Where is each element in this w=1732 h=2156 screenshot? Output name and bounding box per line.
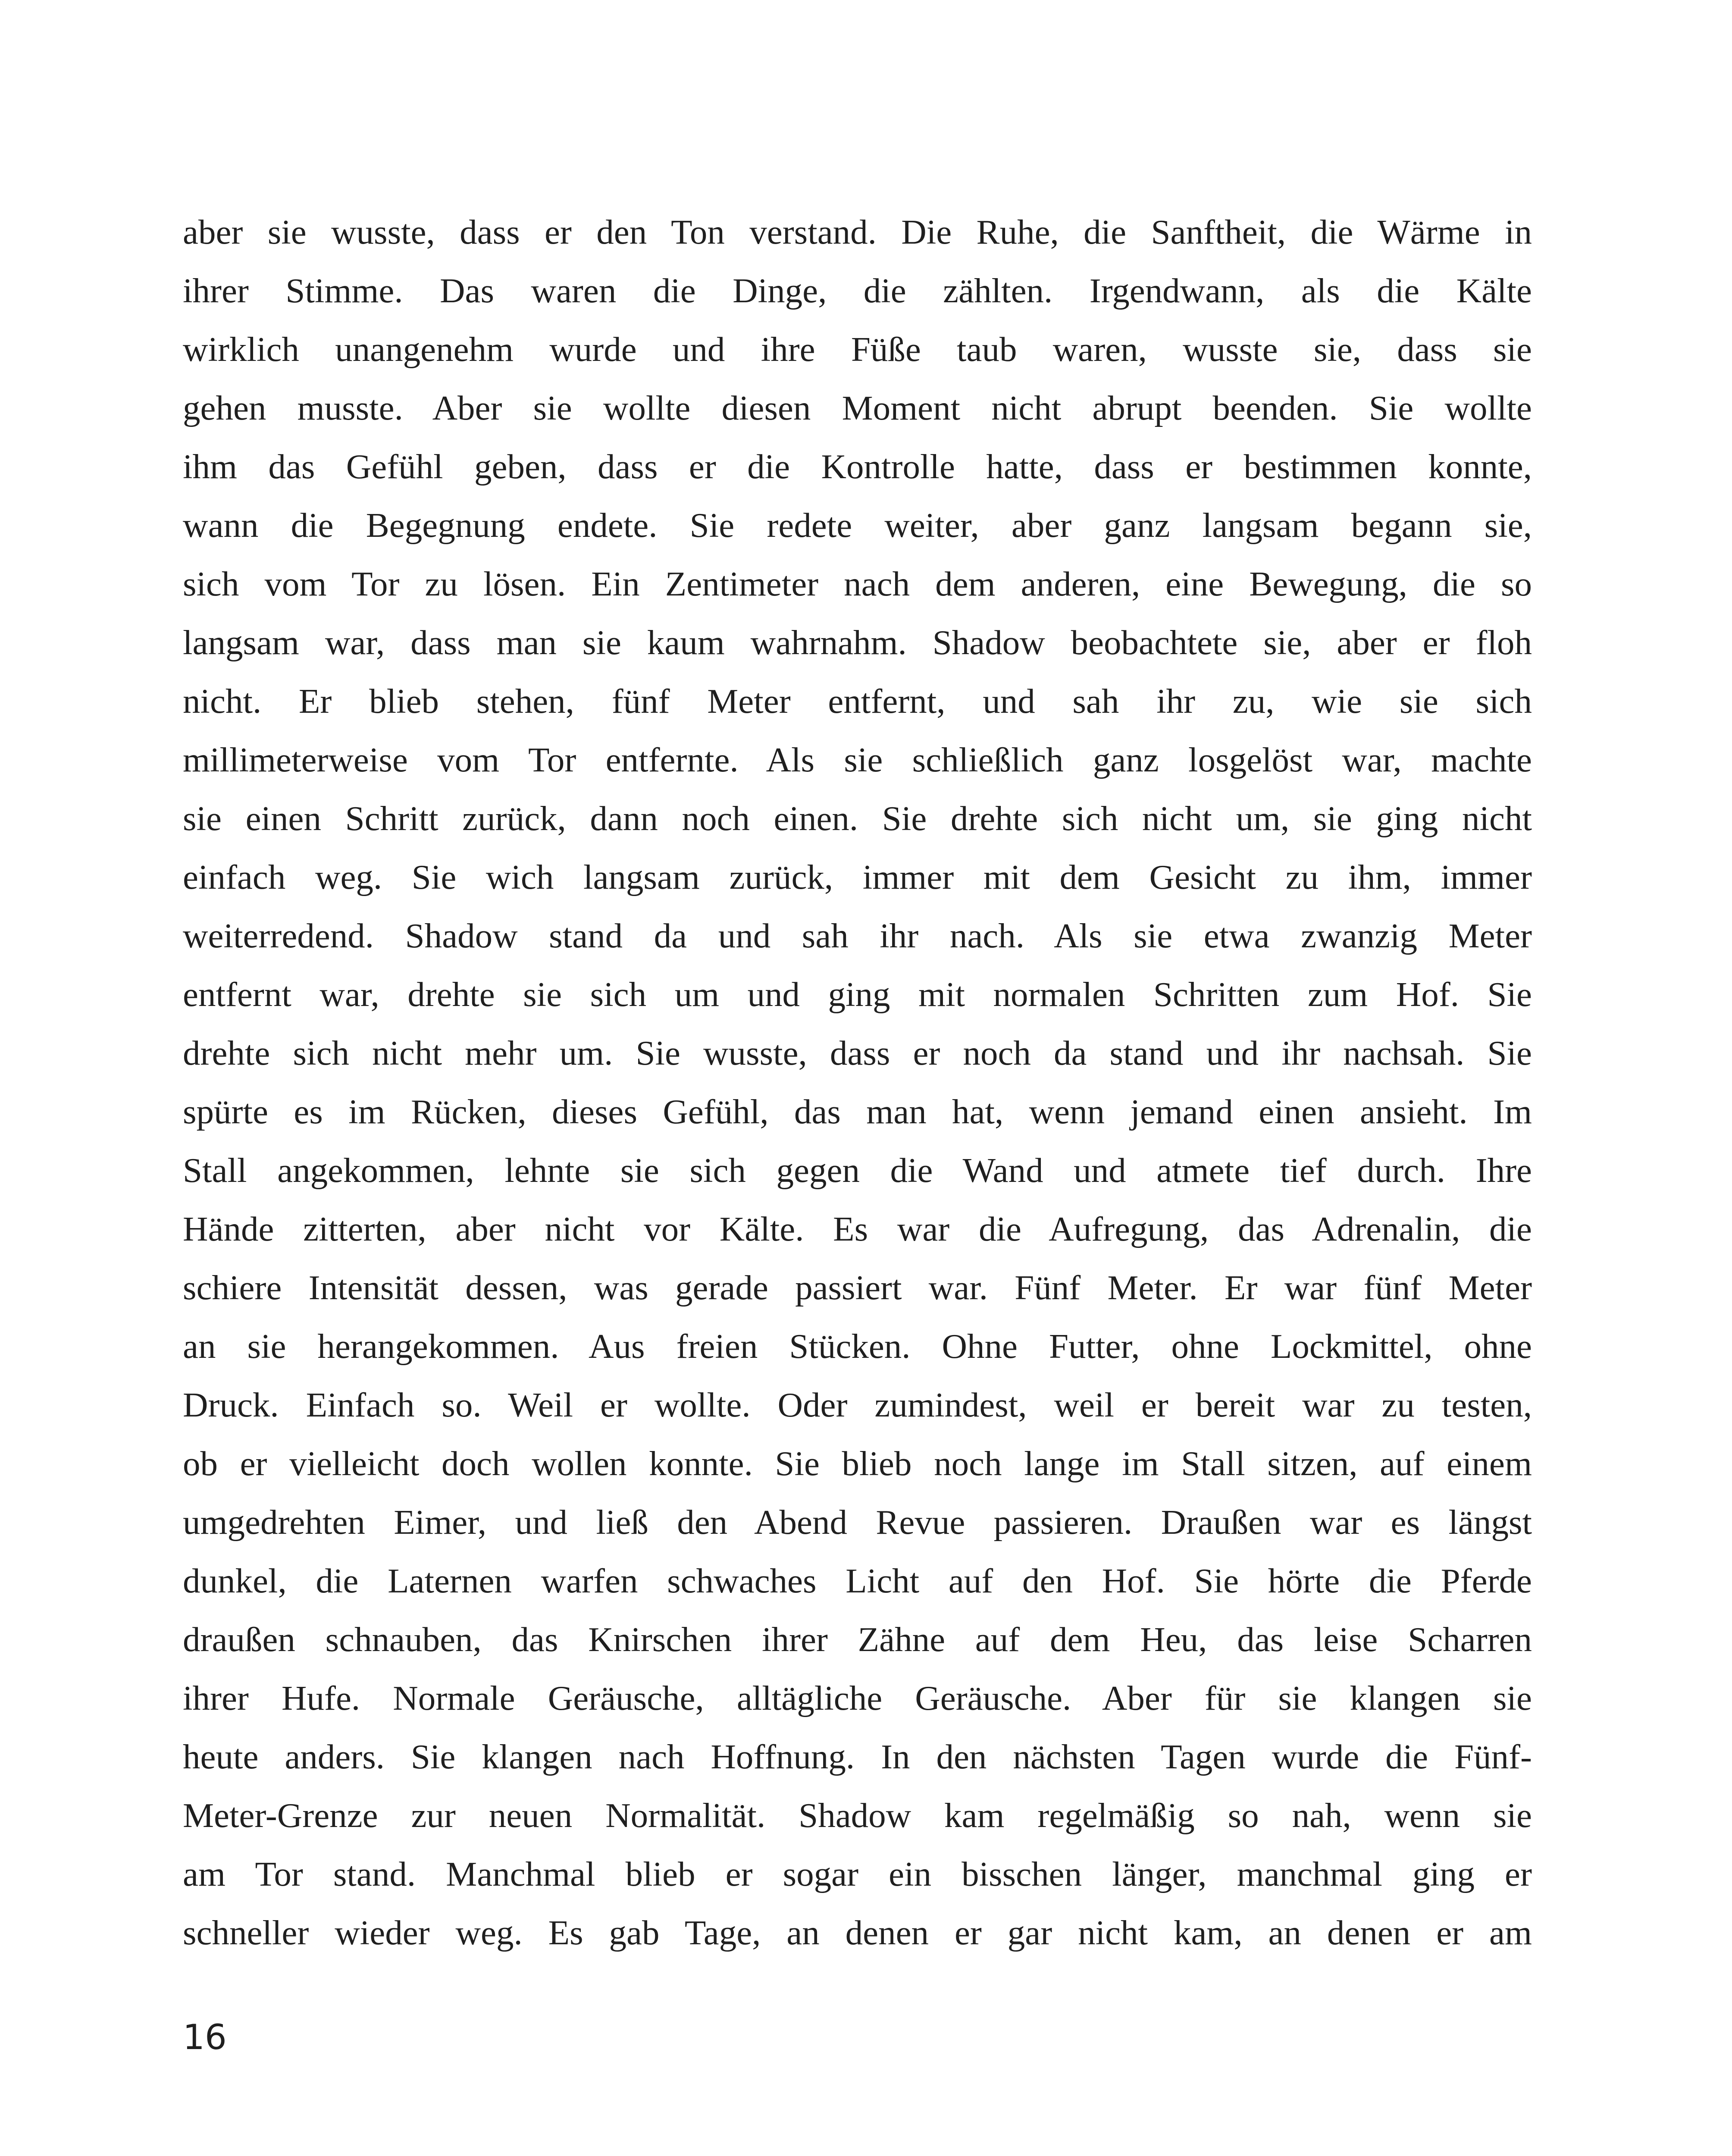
text-line: wirklich unangenehm wurde und ihre Füße taub waren, wusste sie, dass sie xyxy=(183,330,1532,369)
text-line: weiterredend. Shadow stand da und sah ihr nach. Als sie etwa zwanzig Meter xyxy=(183,916,1532,955)
text-line: ihm das Gefühl geben, dass er die Kontrolle hatte, dass er bestimmen konnte, xyxy=(183,447,1532,486)
text-line: drehte sich nicht mehr um. Sie wusste, dass er noch da stand und ihr nachsah. Sie xyxy=(183,1034,1532,1072)
text-line: ihrer Stimme. Das waren die Dinge, die zählten. Irgendwann, als die Kälte xyxy=(183,271,1532,310)
text-line: heute anders. Sie klangen nach Hoffnung. In den nächsten Tagen wurde die Fünf- xyxy=(183,1737,1532,1776)
text-line: draußen schnauben, das Knirschen ihrer Zähne auf dem Heu, das leise Scharren xyxy=(183,1620,1532,1659)
text-line: ob er vielleicht doch wollen konnte. Sie blieb noch lange im Stall sitzen, auf einem xyxy=(183,1444,1532,1483)
body-text xyxy=(183,203,1532,1962)
text-line: sich vom Tor zu lösen. Ein Zentimeter nach dem anderen, eine Bewegung, die so xyxy=(183,564,1532,603)
text-line: Stall angekommen, lehnte sie sich gegen die Wand und atmete tief durch. Ihre xyxy=(183,1151,1532,1190)
text-line: nicht. Er blieb stehen, fünf Meter entfernt, und sah ihr zu, wie sie sich xyxy=(183,682,1532,721)
text-line: wann die Begegnung endete. Sie redete weiter, aber ganz langsam begann sie, xyxy=(183,506,1532,545)
text-line: Meter-Grenze zur neuen Normalität. Shadow kam regelmäßig so nah, wenn sie xyxy=(183,1796,1532,1835)
text-line: Hände zitterten, aber nicht vor Kälte. Es war die Aufregung, das Adrenalin, die xyxy=(183,1210,1532,1248)
text-line: ihrer Hufe. Normale Geräusche, alltägliche Geräusche. Aber für sie klangen sie xyxy=(183,1679,1532,1717)
text-line: einfach weg. Sie wich langsam zurück, immer mit dem Gesicht zu ihm, immer xyxy=(183,858,1532,896)
text-line: am Tor stand. Manchmal blieb er sogar ein bisschen länger, manchmal ging er xyxy=(183,1855,1532,1893)
text-line: schiere Intensität dessen, was gerade passiert war. Fünf Meter. Er war fünf Meter xyxy=(183,1268,1532,1307)
text-line: umgedrehten Eimer, und ließ den Abend Revue passieren. Draußen war es längst xyxy=(183,1503,1532,1542)
text-line: spürte es im Rücken, dieses Gefühl, das man hat, wenn jemand einen ansieht. Im xyxy=(183,1092,1532,1131)
text-line: gehen musste. Aber sie wollte diesen Moment nicht abrupt beenden. Sie wollte xyxy=(183,389,1532,427)
text-line: an sie herangekommen. Aus freien Stücken. Ohne Futter, ohne Lockmittel, ohne xyxy=(183,1327,1532,1366)
text-line: sie einen Schritt zurück, dann noch einen. Sie drehte sich nicht um, sie ging nicht xyxy=(183,799,1532,838)
text-line: schneller wieder weg. Es gab Tage, an denen er gar nicht kam, an denen er am xyxy=(183,1913,1532,1952)
text-line: dunkel, die Laternen warfen schwaches Licht auf den Hof. Sie hörte die Pferde xyxy=(183,1561,1532,1600)
text-line: entfernt war, drehte sie sich um und ging mit normalen Schritten zum Hof. Sie xyxy=(183,975,1532,1014)
text-line: langsam war, dass man sie kaum wahrnahm. Shadow beobachtete sie, aber er floh xyxy=(183,623,1532,662)
text-line: millimeterweise vom Tor entfernte. Als sie schließlich ganz losgelöst war, machte xyxy=(183,740,1532,779)
text-line: Druck. Einfach so. Weil er wollte. Oder zumindest, weil er bereit war zu testen, xyxy=(183,1385,1532,1424)
text-line: aber sie wusste, dass er den Ton verstand. Die Ruhe, die Sanftheit, die Wärme in xyxy=(183,213,1532,251)
page-number: 16 xyxy=(183,2017,227,2057)
